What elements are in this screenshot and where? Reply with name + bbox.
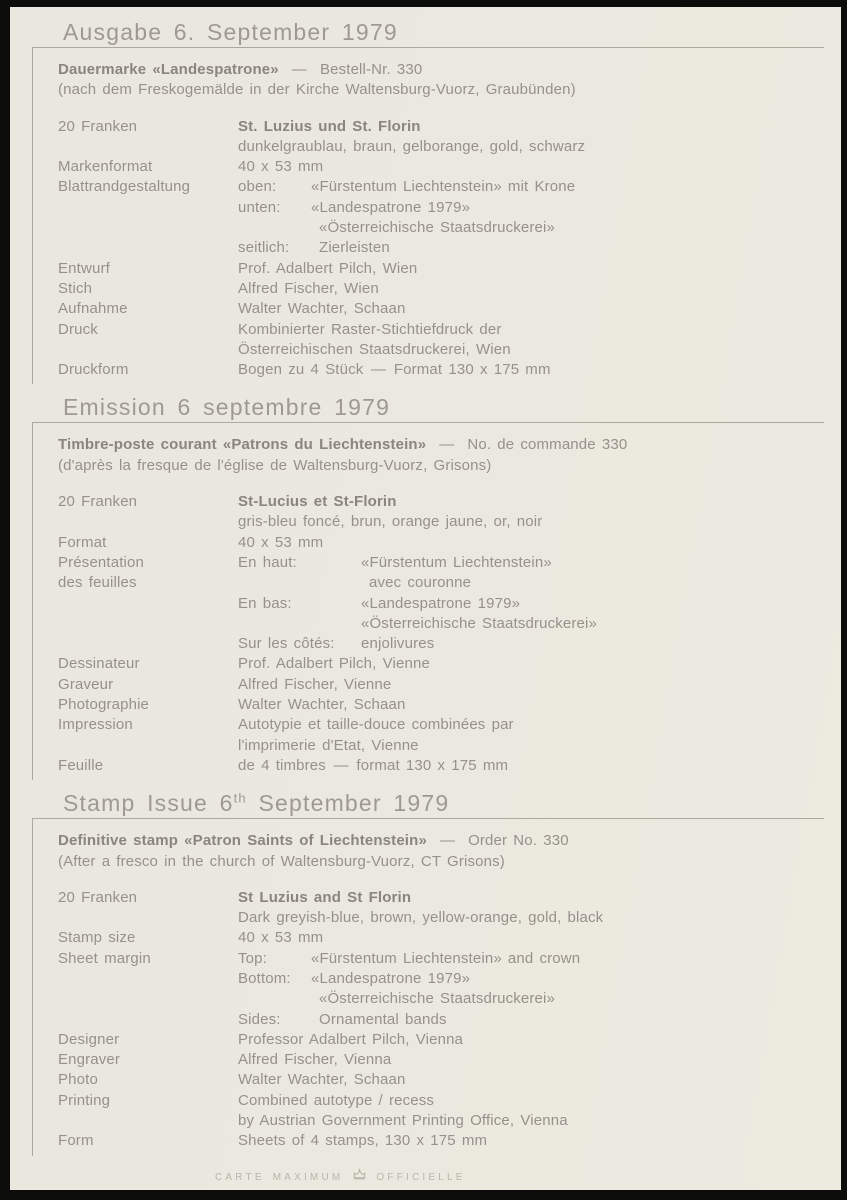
empty-label: [58, 908, 238, 928]
row-engraver: [58, 1050, 824, 1070]
margin-side-key: Sides:: [238, 1010, 281, 1028]
sheet-margin-value: [238, 949, 824, 1030]
printing-line1: Autotypie et taille-douce combinées par: [238, 716, 514, 734]
format-value: 40 x 53 mm: [238, 533, 324, 551]
section-heading-french: [63, 394, 824, 420]
photo-value: Walter Wachter, Schaan: [238, 1071, 406, 1089]
section-box-english: [32, 818, 824, 1155]
engraver-value: Alfred Fischer, Vienna: [238, 1051, 392, 1069]
denomination-value: St Luzius and St Florin: [238, 888, 412, 906]
designer-value: Prof. Adalbert Pilch, Vienne: [238, 655, 430, 673]
margin-bottom-value2: «Österreichische Staatsdruckerei»: [319, 219, 556, 237]
row-denomination: [58, 888, 824, 908]
printing-value: [238, 715, 824, 756]
row-photo: [58, 695, 824, 715]
format-label: Format: [58, 533, 107, 551]
colors-value: dunkelgraublau, braun, gelborange, gold, schwarz: [238, 137, 586, 155]
format-label: Stamp size: [58, 929, 136, 947]
row-designer: [58, 259, 824, 279]
margin-bottom-line2: [238, 989, 824, 1009]
designer-value: Professor Adalbert Pilch, Vienna: [238, 1030, 464, 1048]
margin-bottom-value2: «Österreichische Staatsdruckerei»: [361, 614, 598, 632]
printing-line2: by Austrian Government Printing Office, Vienna: [238, 1112, 568, 1130]
photo-value: Walter Wachter, Schaan: [238, 696, 406, 714]
spec-rows-french: [58, 492, 824, 776]
form-label: Feuille: [58, 756, 104, 774]
printing-value: [238, 320, 824, 361]
presentation-label: [58, 553, 238, 654]
stamp-subtitle-german: (nach dem Freskogemälde in der Kirche Waltensburg-Vuorz, Graubünden): [58, 81, 576, 99]
margin-top-key: Top:: [238, 949, 267, 967]
margin-bottom-value2: «Österreichische Staatsdruckerei»: [319, 990, 556, 1008]
margin-side-key: Sur les côtés:: [238, 635, 335, 653]
margin-bottom-key: En bas:: [238, 594, 292, 612]
stamp-title-german: [58, 60, 824, 80]
row-format: [58, 928, 824, 948]
footer-carte-maximum-text: CARTE MAXIMUM: [215, 1171, 344, 1183]
sheet-margin-label: Blattrandgestaltung: [58, 178, 191, 196]
form-value: Bogen zu 4 Stück — Format 130 x 175 mm: [238, 361, 551, 379]
section-box-french: [32, 422, 824, 780]
engraver-label: Graveur: [58, 675, 114, 693]
section-box-german: [32, 47, 824, 384]
heading-text: Emission 6 septembre 1979: [63, 394, 391, 421]
empty-label: [58, 512, 238, 532]
margin-bottom-value: «Landespatrone 1979»: [311, 969, 471, 987]
sheet-margin-value: [238, 177, 824, 258]
denomination-label: 20 Franken: [58, 888, 138, 906]
stamp-title-french: [58, 435, 824, 455]
stamp-title-english: [58, 831, 824, 851]
margin-top-value: «Fürstentum Liechtenstein» mit Krone: [311, 178, 576, 196]
engraver-value: Alfred Fischer, Wien: [238, 279, 379, 297]
printing-value: [238, 1091, 824, 1132]
photo-label: Photographie: [58, 696, 150, 714]
engraver-value: Alfred Fischer, Vienne: [238, 675, 392, 693]
row-designer: [58, 1030, 824, 1050]
colors-value: Dark greyish-blue, brown, yellow-orange, gold, black: [238, 909, 604, 927]
row-photo: [58, 1070, 824, 1090]
form-value: de 4 timbres — format 130 x 175 mm: [238, 756, 509, 774]
margin-top-value: «Fürstentum Liechtenstein» and crown: [311, 949, 581, 967]
margin-bottom-value: «Landespatrone 1979»: [311, 198, 471, 216]
card-paper: [10, 7, 841, 1190]
row-engraver: [58, 279, 824, 299]
photo-value: Walter Wachter, Schaan: [238, 300, 406, 318]
designer-label: Entwurf: [58, 259, 110, 277]
margin-side-key: seitlich:: [238, 239, 290, 257]
row-format: [58, 533, 824, 553]
margin-bottom-line: [238, 198, 824, 218]
order-number: Order No. 330: [468, 832, 569, 850]
row-form: [58, 1131, 824, 1151]
row-engraver: [58, 675, 824, 695]
margin-side-line: [238, 634, 824, 654]
spec-rows-english: [58, 888, 824, 1152]
order-number: No. de commande 330: [467, 436, 628, 454]
stamp-name: Definitive stamp «Patron Saints of Liechtenstein»: [58, 832, 427, 850]
printing-line2: l'imprimerie d'Etat, Vienne: [238, 736, 419, 754]
row-designer: [58, 654, 824, 674]
margin-top-line: [238, 949, 824, 969]
sheet-margin-label: Sheet margin: [58, 949, 151, 967]
row-denomination: [58, 492, 824, 512]
format-value: 40 x 53 mm: [238, 158, 324, 176]
margin-side-value: Ornamental bands: [319, 1010, 447, 1028]
form-label: Form: [58, 1132, 94, 1150]
printing-line2: Österreichischen Staatsdruckerei, Wien: [238, 340, 511, 358]
form-value: Sheets of 4 stamps, 130 x 175 mm: [238, 1132, 488, 1150]
row-sheet-presentation: [58, 553, 824, 654]
row-colors: [58, 137, 824, 157]
row-form: [58, 360, 824, 380]
margin-bottom-line2: [238, 218, 824, 238]
colors-value: gris-bleu foncé, brun, orange jaune, or, noir: [238, 513, 543, 531]
row-photo: [58, 299, 824, 319]
spec-rows-german: [58, 117, 824, 381]
margin-side-line: [238, 1010, 824, 1030]
designer-value: Prof. Adalbert Pilch, Wien: [238, 259, 418, 277]
dash: —: [439, 832, 456, 850]
heading-text: Ausgabe 6. September 1979: [63, 19, 398, 45]
footer-officielle-text: OFFICIELLE: [376, 1171, 466, 1183]
margin-bottom-line: [238, 969, 824, 989]
row-sheet-margin: [58, 949, 824, 1030]
margin-bottom-line2: [238, 614, 824, 634]
margin-bottom-value: «Landespatrone 1979»: [361, 594, 521, 612]
printing-line1: Kombinierter Raster-Stichtiefdruck der: [238, 320, 502, 338]
row-printing: [58, 715, 824, 756]
margin-bottom-key: unten:: [238, 198, 281, 216]
row-printing: [58, 1091, 824, 1132]
margin-top-line: [238, 177, 824, 197]
heading-text-rest: September 1979: [246, 790, 450, 817]
denomination-value: St-Lucius et St-Florin: [238, 493, 397, 511]
margin-top-line: [238, 553, 824, 573]
empty-label: [58, 137, 238, 157]
printing-label: Impression: [58, 716, 133, 734]
presentation-label-line1: Présentation: [58, 553, 145, 571]
dash: —: [439, 436, 455, 454]
margin-bottom-key: Bottom:: [238, 969, 291, 987]
row-printing: [58, 320, 824, 361]
section-heading-english: [63, 790, 824, 816]
margin-top-line2: [238, 573, 824, 593]
designer-label: Designer: [58, 1030, 120, 1048]
section-heading-german: [63, 19, 824, 45]
row-colors: [58, 512, 824, 532]
margin-top-key: oben:: [238, 178, 277, 196]
row-sheet-margin: [58, 177, 824, 258]
margin-top-value2: avec couronne: [369, 574, 472, 592]
photo-label: Photo: [58, 1071, 98, 1089]
presentation-label-line2: des feuilles: [58, 574, 137, 592]
designer-label: Dessinateur: [58, 655, 140, 673]
heading-ordinal-suffix: th: [233, 790, 247, 806]
printing-label: Printing: [58, 1091, 111, 1109]
stamp-subtitle-french: (d'après la fresque de l'église de Waltensburg-Vuorz, Grisons): [58, 456, 492, 474]
printing-label: Druck: [58, 320, 98, 338]
dash: —: [291, 61, 307, 78]
empty-key: [238, 573, 361, 593]
row-colors: [58, 908, 824, 928]
footer-imprint: [215, 1168, 841, 1188]
photo-label: Aufnahme: [58, 300, 128, 318]
denomination-label: 20 Franken: [58, 493, 138, 511]
format-label: Markenformat: [58, 158, 153, 176]
margin-top-key: En haut:: [238, 553, 297, 571]
crown-icon: [352, 1168, 367, 1188]
format-value: 40 x 53 mm: [238, 929, 324, 947]
denomination-label: 20 Franken: [58, 117, 138, 135]
engraver-label: Engraver: [58, 1051, 121, 1069]
order-number: Bestell-Nr. 330: [319, 61, 423, 78]
row-form: [58, 756, 824, 776]
presentation-value: [238, 553, 824, 654]
denomination-value: St. Luzius und St. Florin: [238, 117, 421, 135]
margin-side-value: Zierleisten: [319, 239, 390, 257]
row-format: [58, 157, 824, 177]
margin-bottom-line: [238, 594, 824, 614]
empty-key: [238, 989, 311, 1009]
margin-top-value: «Fürstentum Liechtenstein»: [361, 553, 552, 571]
stamp-name: Timbre-poste courant «Patrons du Liechtenstein»: [58, 436, 427, 454]
empty-key: [238, 614, 361, 634]
stamp-subtitle-english: (After a fresco in the church of Waltensburg-Vuorz, CT Grisons): [58, 852, 505, 870]
form-label: Druckform: [58, 361, 129, 379]
margin-side-line: [238, 238, 824, 258]
heading-text: Stamp Issue 6: [63, 790, 234, 817]
row-denomination: [58, 117, 824, 137]
printing-line1: Combined autotype / recess: [238, 1091, 435, 1109]
stamp-name: Dauermarke «Landespatrone»: [58, 61, 279, 78]
engraver-label: Stich: [58, 279, 93, 297]
empty-key: [238, 218, 311, 238]
margin-side-value: enjolivures: [361, 635, 435, 653]
